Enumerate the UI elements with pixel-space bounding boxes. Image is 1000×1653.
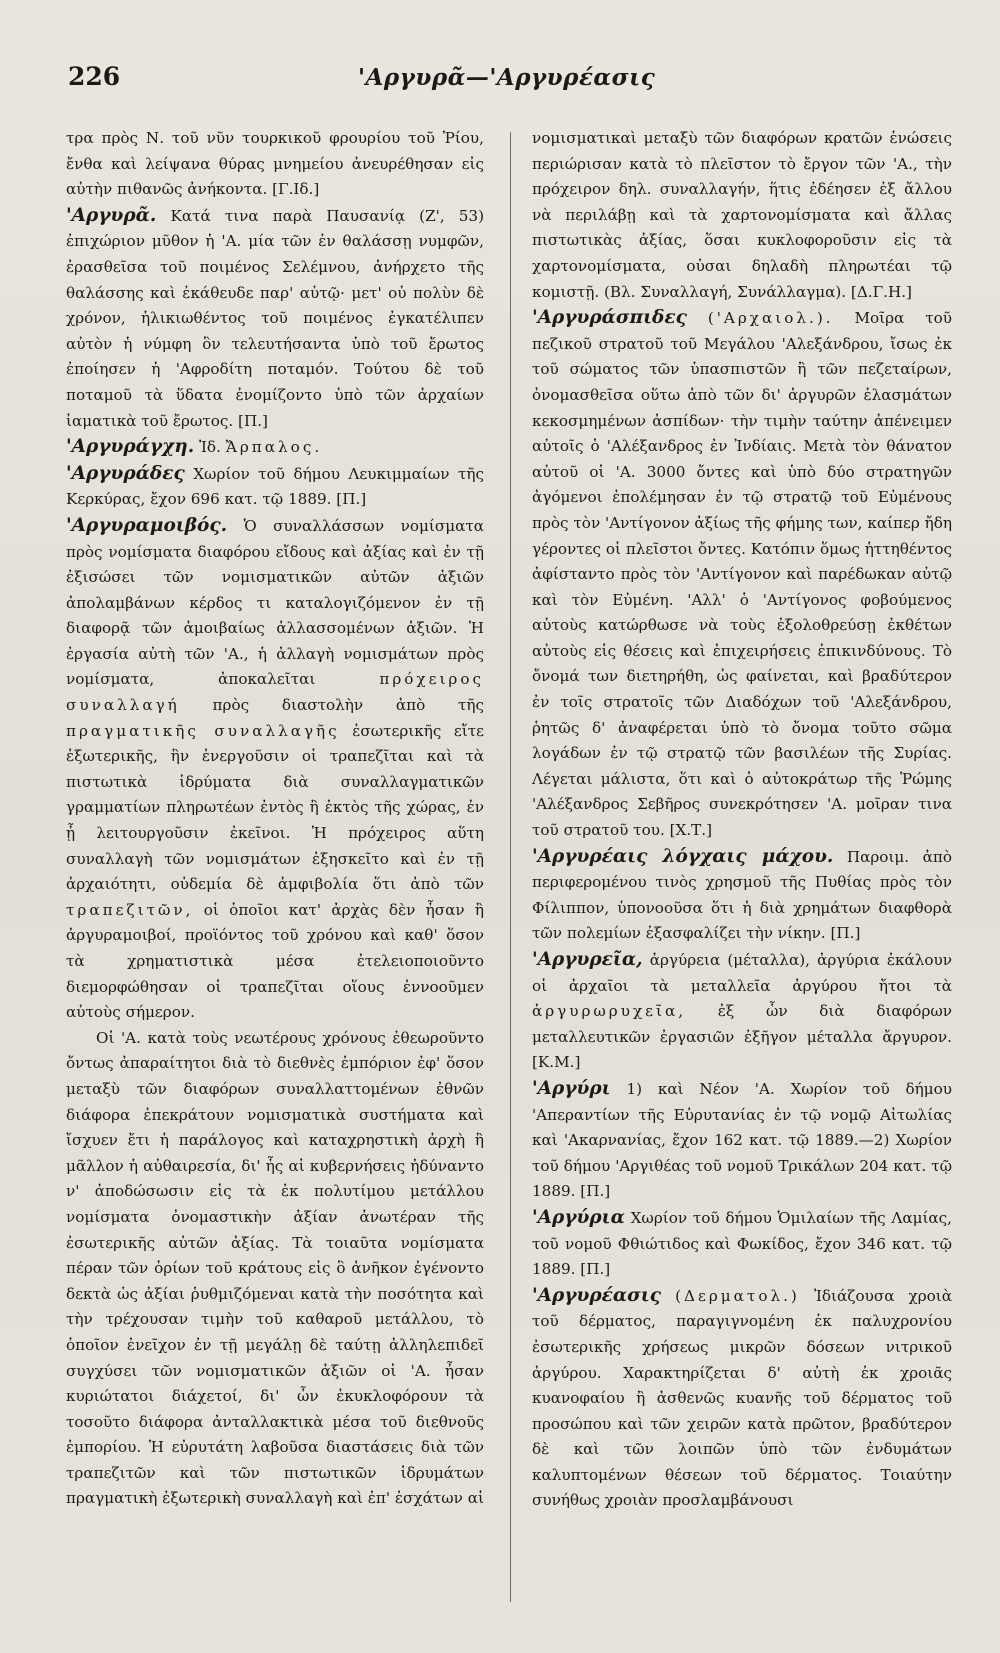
entry-argyra: [66, 203, 484, 434]
headword: 'Αργύρι: [532, 1077, 611, 1099]
entry-argyreia: [532, 947, 952, 1076]
headword: 'Αργυρέασις: [532, 1284, 662, 1306]
running-head: 'Αργυρᾶ—'Αργυρέασις: [358, 64, 656, 91]
headword: 'Αργυραμοιβός.: [66, 514, 228, 536]
entry-text: Ἰδιάζουσα χροιὰ τοῦ δέρματος, παραγιγνομένη ἐκ παλυχρονίου ἐσωτερικῆς χρήσεως μικρῶν δόσεων νιτρικοῦ ἀργύρου. Χαρακτηρίζεται δ' αὐτὴ ἐκ χροιᾶς κυανοφαίου ἢ ἀσθενῶς κυανῆς τοῦ δέρματος τοῦ προσώπου καὶ τῶν χειρῶν κατὰ πρῶτον, βραδύτερον δὲ καὶ τῶν λοιπῶν ὑπὸ τῶν ἐνδυμάτων καλυπτομένων θέσεων τοῦ δέρματος. Τοιαύτην συνήθως χροιὰν προσλαμβάνουσι: [532, 1286, 953, 1510]
headword: 'Αργυράδες: [66, 462, 185, 484]
entry-argyria: [532, 1205, 952, 1283]
entry-text: Χωρίον τοῦ δήμου Ὁμιλαίων τῆς Λαμίας, τοῦ νομοῦ Φθιώτιδος καὶ Φωκίδος, ἔχον 346 κατ. τῷ 1889. [Π.]: [532, 1208, 953, 1279]
spaced-term: ἀργυρωρυχεῖα,: [532, 1002, 687, 1021]
left-column: [66, 126, 484, 1512]
entry-text: ἐσωτερικῆς εἴτε ἐξωτερικῆς, ἣν ἐνεργοῦσιν οἱ τραπεζῖται καὶ τὰ πιστωτικὰ ἱδρύματα διὰ συναλλαγματικῶν γραμματίων πληρωτέων ἐντὸς ἢ ἐκτὸς τῆς χώρας, ἐν ᾗ λειτουργοῦσιν ἐκεῖνοι. Ἡ πρόχειρος αὕτη συναλλαγὴ τῶν νομισμάτων ἐξησκεῖτο καὶ ἐν τῇ ἀρχαιότητι, οὐδεμία δὲ ἀμφιβολία ὅτι ἀπὸ τῶν: [66, 721, 484, 894]
entry-text: πρὸς διαστολὴν ἀπὸ τῆς: [212, 696, 485, 715]
continuation-text-right: νομισματικαὶ μεταξὺ τῶν διαφόρων κρατῶν ἑνώσεις περιώρισαν κατὰ τὸ πλεῖστον τὸ ἔργον τῶν 'Α., τὴν πρόχειρον δηλ. συναλλαγήν, ἥτις ἐδέησεν ἐξ ἄλλου νὰ περιλάβῃ καὶ τὰ χαρτονομίσματα καὶ ἄλλας πιστωτικὰς ἀξίας, ὅσαι κυκλοφοροῦσιν εἰς τὰ χαρτονομίσματα, οὐσαι δηλαδὴ πληρωτέαι τῷ κομιστῇ. (Βλ. Συναλλαγή, Συνάλλαγμα). [Δ.Γ.Η.]: [532, 129, 952, 301]
headword: 'Αργυρεῖα,: [532, 949, 643, 970]
entry-text: ἐξ ὧν διὰ διαφόρων μεταλλευτικῶν ἐργασιῶν ἐξῆγον μέταλλα ἄργυρον. [Κ.Μ.]: [532, 1002, 952, 1072]
entry-argyreais: [532, 844, 952, 947]
entry-argyreasis: [532, 1283, 952, 1514]
spaced-term: πρόχειρος συναλλαγή: [66, 670, 485, 715]
continuation-text-left: τρα πρὸς Ν. τοῦ νῦν τουρκικοῦ φρουρίου τοῦ Ῥίου, ἔνθα καὶ λείψανα θύρας μνημείου ἀνευρέθησαν εἰς αὐτὴν πιθανῶς ἀνήκοντα. [Γ.Ιδ.]: [66, 129, 484, 199]
entry-text: ἀργύρεια (μέταλλα), ἀργύρια ἐκάλουν οἱ ἀρχαῖοι τὰ μεταλλεῖα ἀργύρου ἤτοι τὰ: [532, 951, 953, 995]
headword: 'Αργυράγχη.: [66, 436, 195, 458]
spaced-term: (Δερματολ.): [675, 1286, 800, 1305]
entry-text: Χωρίον τοῦ δήμου Λευκιμμαίων τῆς Κερκύρας, ἔχον 696 κατ. τῷ 1889. [Π.]: [66, 464, 484, 509]
entry-paragraph: Οἱ 'Α. κατὰ τοὺς νεωτέρους χρόνους ἐθεωροῦντο ὄντως ἀπαραίτητοι διὰ τὸ διεθνὲς ἐμπόριον ἐφ' ὅσον μεταξὺ τῶν διαφόρων συναλλαττομένων ἐθνῶν διάφορα ἐπεκράτουν νομισματικὰ συστήματα καὶ ἴσχυεν ἔτι ἡ παράλογος καὶ καταχρηστικὴ ἀρχὴ ἢ μᾶλλον ἡ αὐθαιρεσία, δι' ἧς αἱ κυβερνήσεις ἠδύναντο ν' ἀποδώσωσιν εἰς τὰ ἐκ πολυτίμου μετάλλου νομίσματα ὀνομαστικὴν ἀξίαν ἀνωτέραν τῆς ἐσωτερικῆς αὐτῶν ἀξίας. Τὰ τοιαῦτα νομίσματα πέραν τῶν ὁρίων τοῦ κράτους εἰς ὃ ἀνῆκον ἐγένοντο δεκτὰ ὡς ἀξίαι ῥυθμιζόμεναι κατὰ τὴν ποσότητα καὶ τὴν τρέχουσαν τιμὴν τοῦ καθαροῦ μετάλλου, τὸ ὁποῖον ἐνεῖχον ἐν τῇ μεγάλῃ δὲ ταύτῃ ἀλληλεπιδεῖ συγχύσει τῶν νομισματικῶν ἀξιῶν οἱ 'Α. ἦσαν κυριώτατοι διάχετοί, δι' ὧν ἐκυκλοφόρουν τὰ τοσοῦτο διάφορα ἀνταλλακτικὰ μέσα τοῦ διεθνοῦς ἐμπορίου. Ἡ εὐρυτάτη λαβοῦσα διαστάσεις διὰ τῶν τραπεζιτῶν καὶ τῶν πιστωτικῶν ἱδρυμάτων πραγματικὴ ἐξωτερικὴ συναλλαγὴ καὶ ἐπ' ἐσχάτων αἱ: [66, 1028, 484, 1508]
entry-text: Ὁ συναλλάσσων νομίσματα πρὸς νομίσματα διαφόρου εἴδους καὶ ἀξίας καὶ ἐν τῇ ἐξισώσει τῶν νομισματικῶν αὐτῶν ἀξιῶν ἀπολαμβάνων κέρδος τι καταλογιζόμενον ἐν τῇ διαφορᾷ τῶν ἀμοιβαίως ἀλλασσομένων ἀξιῶν. Ἡ ἐργασία αὐτὴ τῶν 'Α., ἡ ἀλλαγὴ νομισμάτων πρὸς νομίσματα, ἀποκαλεῖται: [66, 516, 485, 689]
headword: 'Αργυρέαις λόγχαις μάχου.: [532, 845, 834, 867]
entry-text: Ἰδ.: [199, 438, 221, 457]
entry-text: Κατά τινα παρὰ Παυσανίᾳ (Ζ', 53) ἐπιχώριον μῦθον ἡ 'Α. μία τῶν ἐν θαλάσσῃ νυμφῶν, ἐρασθεῖσα τοῦ ποιμένος Σελέμνου, ἀνήρχετο τῆς θαλάσσης καὶ ἐκάθευδε παρ' αὐτῷ· μετ' οὐ πολὺν δὲ χρόνον, ἡλικιωθέντος τοῦ ποιμένος ἐγκατέλιπεν αὐτὸν ἡ νύμφη ὃν τελευτήσαντα ὑπὸ τοῦ ἔρωτος ἐποίησεν ἡ 'Αφροδίτη ποταμόν. Τούτου δὲ τοῦ ποταμοῦ τὰ ὕδατα ἐνομίζοντο ὑπὸ τῶν ἀρχαίων ἰαματικὰ τοῦ ἔρωτος. [Π.]: [66, 206, 485, 430]
spaced-term: τραπεζιτῶν,: [66, 900, 194, 919]
entry-argyrades: [66, 461, 484, 513]
entry-argyraspides: [532, 305, 952, 843]
entry-text: Παροιμ. ἀπὸ περιφερομένου τινὸς χρησμοῦ τῆς Πυθίας πρὸς τὸν Φίλιππον, ὑπονοοῦσα ὅτι ἡ διὰ χρημάτων διαφθορὰ τῶν πολεμίων ἐξασφαλίζει τὴν νίκην. [Π.]: [532, 847, 953, 943]
headword: 'Αργύρια: [532, 1206, 625, 1228]
headword: 'Αργυράσπιδες: [532, 307, 687, 329]
headword: 'Αργυρᾶ.: [66, 204, 157, 226]
right-column: [532, 126, 952, 1514]
spaced-term: πραγματικῆς συναλλαγῆς: [66, 721, 340, 740]
page-number: 226: [68, 62, 121, 91]
entry-argyrangchi: [66, 434, 484, 461]
entry-text: 1) καὶ Νέον 'Α. Χωρίον τοῦ δήμου 'Απεραντίων τῆς Εὐρυτανίας ἐν τῷ νομῷ Αἰτωλίας καὶ 'Ακαρνανίας, ἔχον 162 κατ. τῷ 1889.—2) Χωρίον τοῦ δήμου 'Αργιθέας τοῦ νομοῦ Τρικάλων 204 κατ. τῷ 1889. [Π.]: [532, 1079, 952, 1201]
entry-argyri: [532, 1076, 952, 1205]
spaced-term: ('Αρχαιολ.).: [707, 309, 834, 328]
entry-argyramoivos: [66, 513, 484, 1026]
entry-text: οἱ ὁποῖοι κατ' ἀρχὰς δὲν ἦσαν ἢ ἀργυραμοιβοί, προϊόντος τοῦ χρόνου καὶ καθ' ὅσον τὰ χρηματιστικὰ μέσα ἐτελειοποιοῦντο διεμορφώθησαν οἱ τραπεζῖται οἵους ἐννοοῦμεν αὐτοὺς σήμερον.: [66, 900, 484, 1022]
page-header: [68, 62, 908, 102]
cross-reference: Ἄρπαλος.: [225, 438, 323, 457]
entry-text: Μοῖρα τοῦ πεζικοῦ στρατοῦ τοῦ Μεγάλου 'Αλεξάνδρου, ἴσως ἐκ τοῦ σώματος τῶν ὑπασπιστῶν ἢ τῶν πεζεταίρων, ὀνομασθεῖσα οὕτω ἀπὸ τῶν δι' ἀργυρῶν ἐλασμάτων κεκοσμημένων ἀσπίδων· τὴν τιμὴν ταύτην ἀπένειμεν αὐτοῖς ὁ 'Αλέξανδρος ἐν Ἰνδίαις. Μετὰ τὸν θάνατον αὐτοῦ οἱ 'Α. 3000 ὄντες καὶ ὑπὸ δύο στρατηγῶν ἀγόμενοι ἐπολέμησαν ἐν τῷ στρατῷ τοῦ Εὐμένους πρὸς τὸν 'Αντίγονον ἀξίως τῆς φήμης των, καίπερ ἤδη γέροντες οἱ πλεῖστοι ὄντες. Κατόπιν ὅμως ἡττηθέντος ἀφίσταντο πρὸς τὸν 'Αντίγονον καὶ παρέδωκαν αὐτῷ καὶ τὸν Εὐμένη. 'Αλλ' ὁ 'Αντίγονος φοβούμενος αὐτοὺς κατώρθωσε νὰ τοὺς ἐξολοθρεύσῃ ἐκθέτων αὐτοὺς εἰς θέσεις καὶ ἐπιχειρήσεις ἐπικινδύνους. Τὸ ὄνομά των διετηρήθη, ὡς φαίνεται, καὶ βραδύτερον ἐν τοῖς στρατοῖς τῶν Διαδόχων τοῦ 'Αλεξάνδρου, ῥητῶς δ' ἀναφέρεται ὑπὸ τὸ ὄνομα τοῦτο σῶμα λογάδων ἐν τῷ στρατῷ τῶν βασιλέων τῆς Συρίας. Λέγεται μάλιστα, ὅτι καὶ ὁ αὐτοκράτωρ τῆς Ῥώμης 'Αλέξανδρος Σεβῆρος συνεκρότησεν 'Α. μοῖραν τινα τοῦ στρατοῦ του. [Χ.Τ.]: [532, 309, 952, 840]
column-divider: [510, 132, 511, 1602]
